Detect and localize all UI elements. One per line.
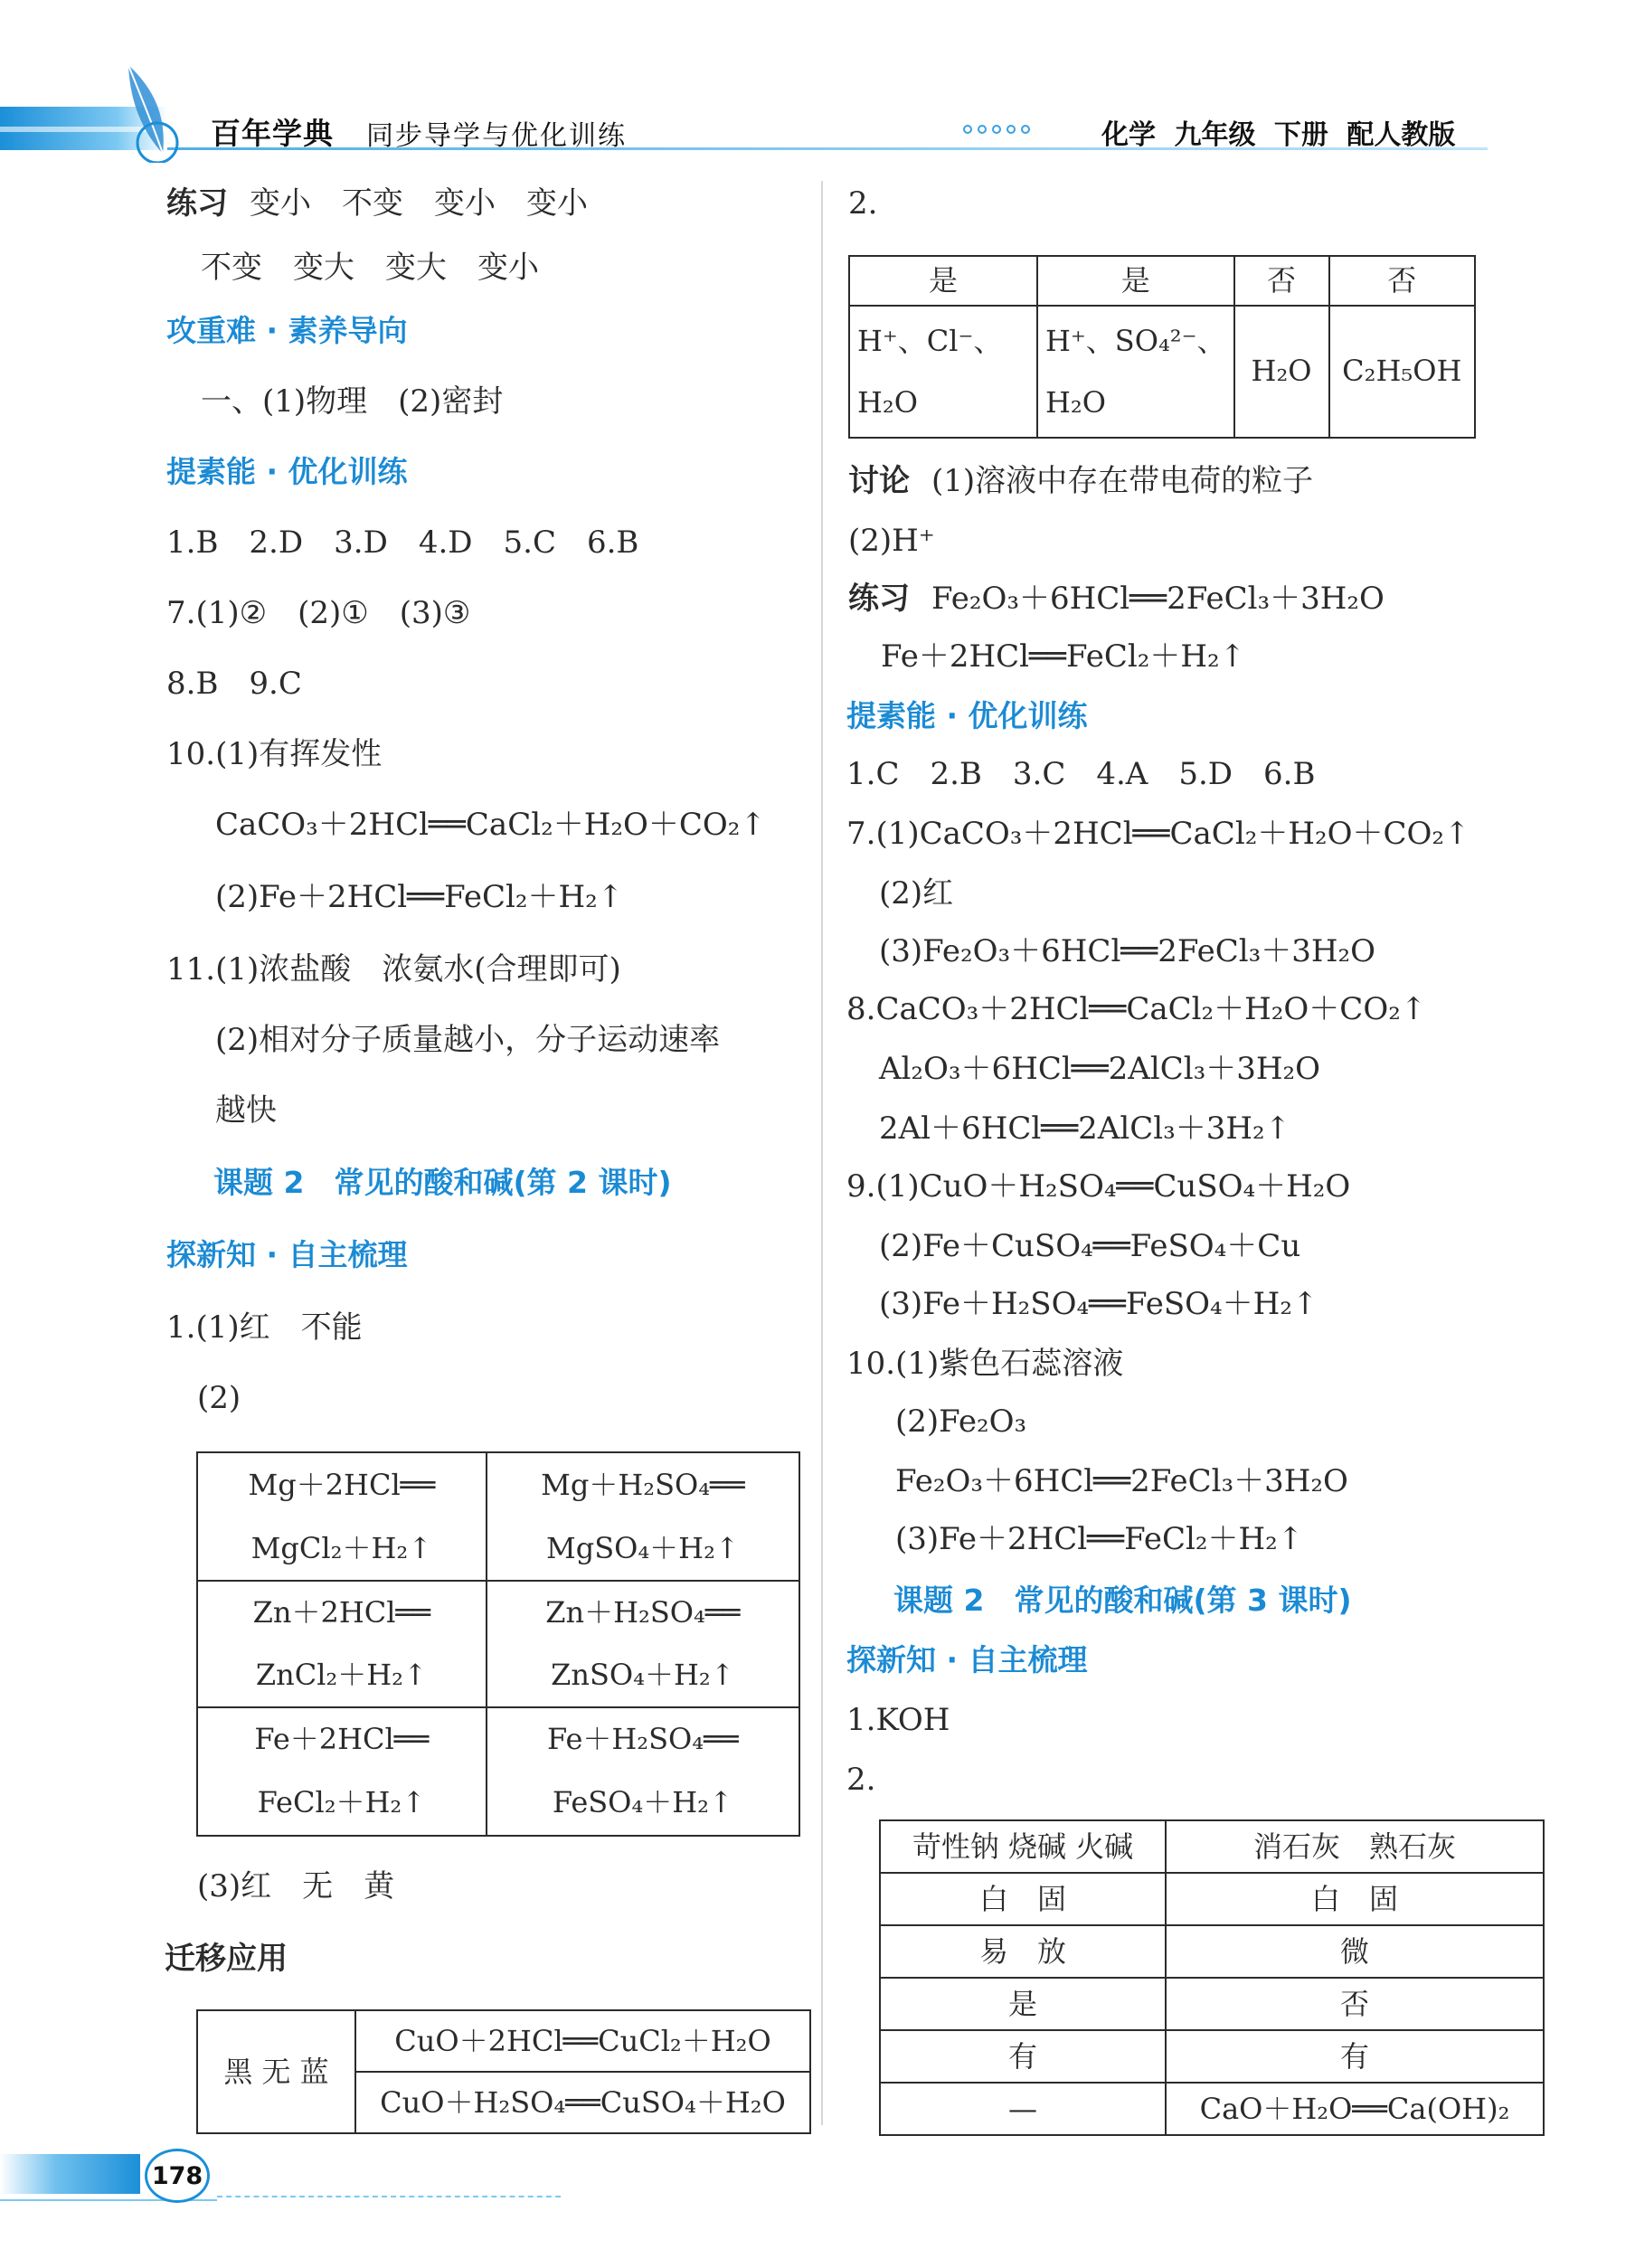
question-number: 2. [848, 185, 878, 222]
table-cell: 消石灰 熟石灰 [1166, 1820, 1544, 1873]
table-cell: Mg＋2HCl══ [197, 1452, 487, 1517]
left-line: 不变 变大 变大 变小 [201, 250, 539, 286]
header-subject: 化学 [1101, 119, 1156, 151]
right-line: (2)红 [879, 875, 954, 912]
table-cell: FeCl₂＋H₂↑ [197, 1771, 487, 1836]
table-cell: CuO＋H₂SO₄══CuSO₄＋H₂O [355, 2072, 810, 2133]
table-cell: Mg＋H₂SO₄══ [487, 1452, 799, 1517]
table-cell: 易 放 [880, 1925, 1166, 1978]
table-cell: 是 [1037, 256, 1234, 306]
page-number: 178 [145, 2149, 210, 2203]
right-line: 7.(1)CaCO₃＋2HCl══CaCl₂＋H₂O＋CO₂↑ [846, 816, 1470, 852]
right-line: (3)Fe＋2HCl══FeCl₂＋H₂↑ [895, 1521, 1304, 1557]
table-cell: 有 [1166, 2030, 1544, 2083]
left-line: 1.B 2.D 3.D 4.D 5.C 6.B [166, 524, 639, 561]
column-divider [821, 181, 823, 2125]
left-line: 越快 [215, 1092, 277, 1129]
table-cell: Zn＋2HCl══ [197, 1581, 487, 1644]
table-cell: CaO＋H₂O══Ca(OH)₂ [1166, 2083, 1544, 2135]
right-line: 练习 Fe₂O₃＋6HCl══2FeCl₃＋3H₂O [848, 581, 1385, 617]
table-cell: C₂H₅OH [1329, 306, 1475, 438]
table-cell: 微 [1166, 1925, 1544, 1978]
oxide-acid-table [196, 2009, 811, 2134]
right-line: Fe＋2HCl══FeCl₂＋H₂↑ [881, 638, 1246, 675]
table-cell: 是 [880, 1978, 1166, 2030]
metal-acid-table [196, 1451, 800, 1837]
table-cell: MgSO₄＋H₂↑ [487, 1517, 799, 1581]
table-cell: ZnSO₄＋H₂↑ [487, 1644, 799, 1707]
base-table [879, 1819, 1545, 2136]
footer-accent-bar [0, 2154, 140, 2194]
header-edition: 配人教版 [1347, 119, 1456, 151]
right-line: 8.CaCO₃＋2HCl══CaCl₂＋H₂O＋CO₂↑ [846, 991, 1427, 1027]
right-line: (3)Fe＋H₂SO₄══FeSO₄＋H₂↑ [879, 1286, 1318, 1322]
left-line: 练习 变小 不变 变小 变小 [166, 185, 588, 222]
table-cell: Fe＋2HCl══ [197, 1707, 487, 1771]
section-heading: 提素能 · 优化训练 [846, 698, 1088, 733]
right-line: Fe₂O₃＋6HCl══2FeCl₃＋3H₂O [895, 1463, 1348, 1499]
chapter-heading: 课题 2 常见的酸和碱(第 2 课时) [213, 1165, 672, 1200]
table-cell: 有 [880, 2030, 1166, 2083]
table-cell: CuO＋2HCl══CuCl₂＋H₂O [355, 2010, 810, 2072]
header-dots [963, 125, 1030, 134]
right-line: (2)H⁺ [848, 523, 935, 559]
right-line: (3)Fe₂O₃＋6HCl══2FeCl₃＋3H₂O [879, 933, 1376, 969]
header-subtitle: 同步导学与优化训练 [366, 120, 627, 152]
table-cell: H⁺、SO₄²⁻、 H₂O [1037, 306, 1234, 438]
table-cell: 否 [1166, 1978, 1544, 2030]
section-heading: 提素能 · 优化训练 [166, 454, 408, 489]
table-cell: Zn＋H₂SO₄══ [487, 1581, 799, 1644]
left-line: 10.(1)有挥发性 [166, 736, 383, 772]
right-line: 10.(1)紫色石蕊溶液 [846, 1346, 1124, 1382]
table-cell: 否 [1234, 256, 1329, 306]
right-line: (2)Fe＋CuSO₄══FeSO₄＋Cu [879, 1228, 1301, 1264]
right-line: 1.KOH [846, 1702, 950, 1738]
header-grade: 九年级 [1174, 119, 1256, 151]
left-line: (2)Fe＋2HCl══FeCl₂＋H₂↑ [215, 879, 624, 915]
feather-logo-icon [110, 63, 192, 163]
header-brand: 百年学典 [211, 116, 334, 151]
section-heading: 探新知 · 自主梳理 [846, 1642, 1088, 1677]
right-line: 2Al＋6HCl══2AlCl₃＋3H₂↑ [879, 1110, 1291, 1147]
table-cell: FeSO₄＋H₂↑ [487, 1771, 799, 1836]
table-cell: 苛性钠 烧碱 火碱 [880, 1820, 1166, 1873]
right-line: 讨论 (1)溶液中存在带电荷的粒子 [848, 463, 1314, 499]
chapter-heading: 课题 2 常见的酸和碱(第 3 课时) [893, 1583, 1352, 1618]
left-line: CaCO₃＋2HCl══CaCl₂＋H₂O＋CO₂↑ [215, 807, 766, 843]
discussion-label: 讨论 [848, 463, 910, 499]
right-line: Al₂O₃＋6HCl══2AlCl₃＋3H₂O [879, 1051, 1321, 1087]
left-line: (2) [197, 1380, 241, 1416]
left-line: 8.B 9.C [166, 666, 302, 702]
practice-label: 练习 [166, 185, 228, 222]
table-cell: H₂O [1234, 306, 1329, 438]
table-cell: 黑 无 蓝 [197, 2010, 355, 2133]
left-line: 11.(1)浓盐酸 浓氨水(合理即可) [166, 951, 621, 988]
table-cell: MgCl₂＋H₂↑ [197, 1517, 487, 1581]
table-cell: 白 固 [1166, 1873, 1544, 1925]
table-cell: ZnCl₂＋H₂↑ [197, 1644, 487, 1707]
left-line: 一、(1)物理 (2)密封 [201, 383, 504, 420]
left-line: 1.(1)红 不能 [166, 1309, 363, 1346]
header-book-info [1101, 112, 1455, 152]
section-heading: 探新知 · 自主梳理 [166, 1237, 408, 1272]
table-cell: 否 [1329, 256, 1475, 306]
right-line: 2. [846, 1762, 876, 1798]
table-cell: Fe＋H₂SO₄══ [487, 1707, 799, 1771]
left-line: 7.(1)② (2)① (3)③ [166, 595, 471, 631]
apply-heading: 迁移应用 [165, 1941, 288, 1977]
table-cell: 是 [849, 256, 1037, 306]
left-line: (2)相对分子质量越小，分子运动速率 [215, 1022, 721, 1058]
section-heading: 攻重难 · 素养导向 [166, 313, 408, 348]
right-line: (2)Fe₂O₃ [895, 1403, 1027, 1440]
table-cell: 白 固 [880, 1873, 1166, 1925]
footer-dashed-rule [217, 2196, 561, 2197]
table-cell: H⁺、Cl⁻、 H₂O [849, 306, 1037, 438]
table-cell: — [880, 2083, 1166, 2135]
right-line: 9.(1)CuO＋H₂SO₄══CuSO₄＋H₂O [846, 1168, 1351, 1205]
left-line: (3)红 无 黄 [197, 1868, 395, 1904]
practice-label: 练习 [848, 581, 910, 617]
ion-table [848, 255, 1476, 439]
header-volume: 下册 [1273, 119, 1328, 151]
right-line: 1.C 2.B 3.C 4.A 5.D 6.B [846, 756, 1316, 792]
